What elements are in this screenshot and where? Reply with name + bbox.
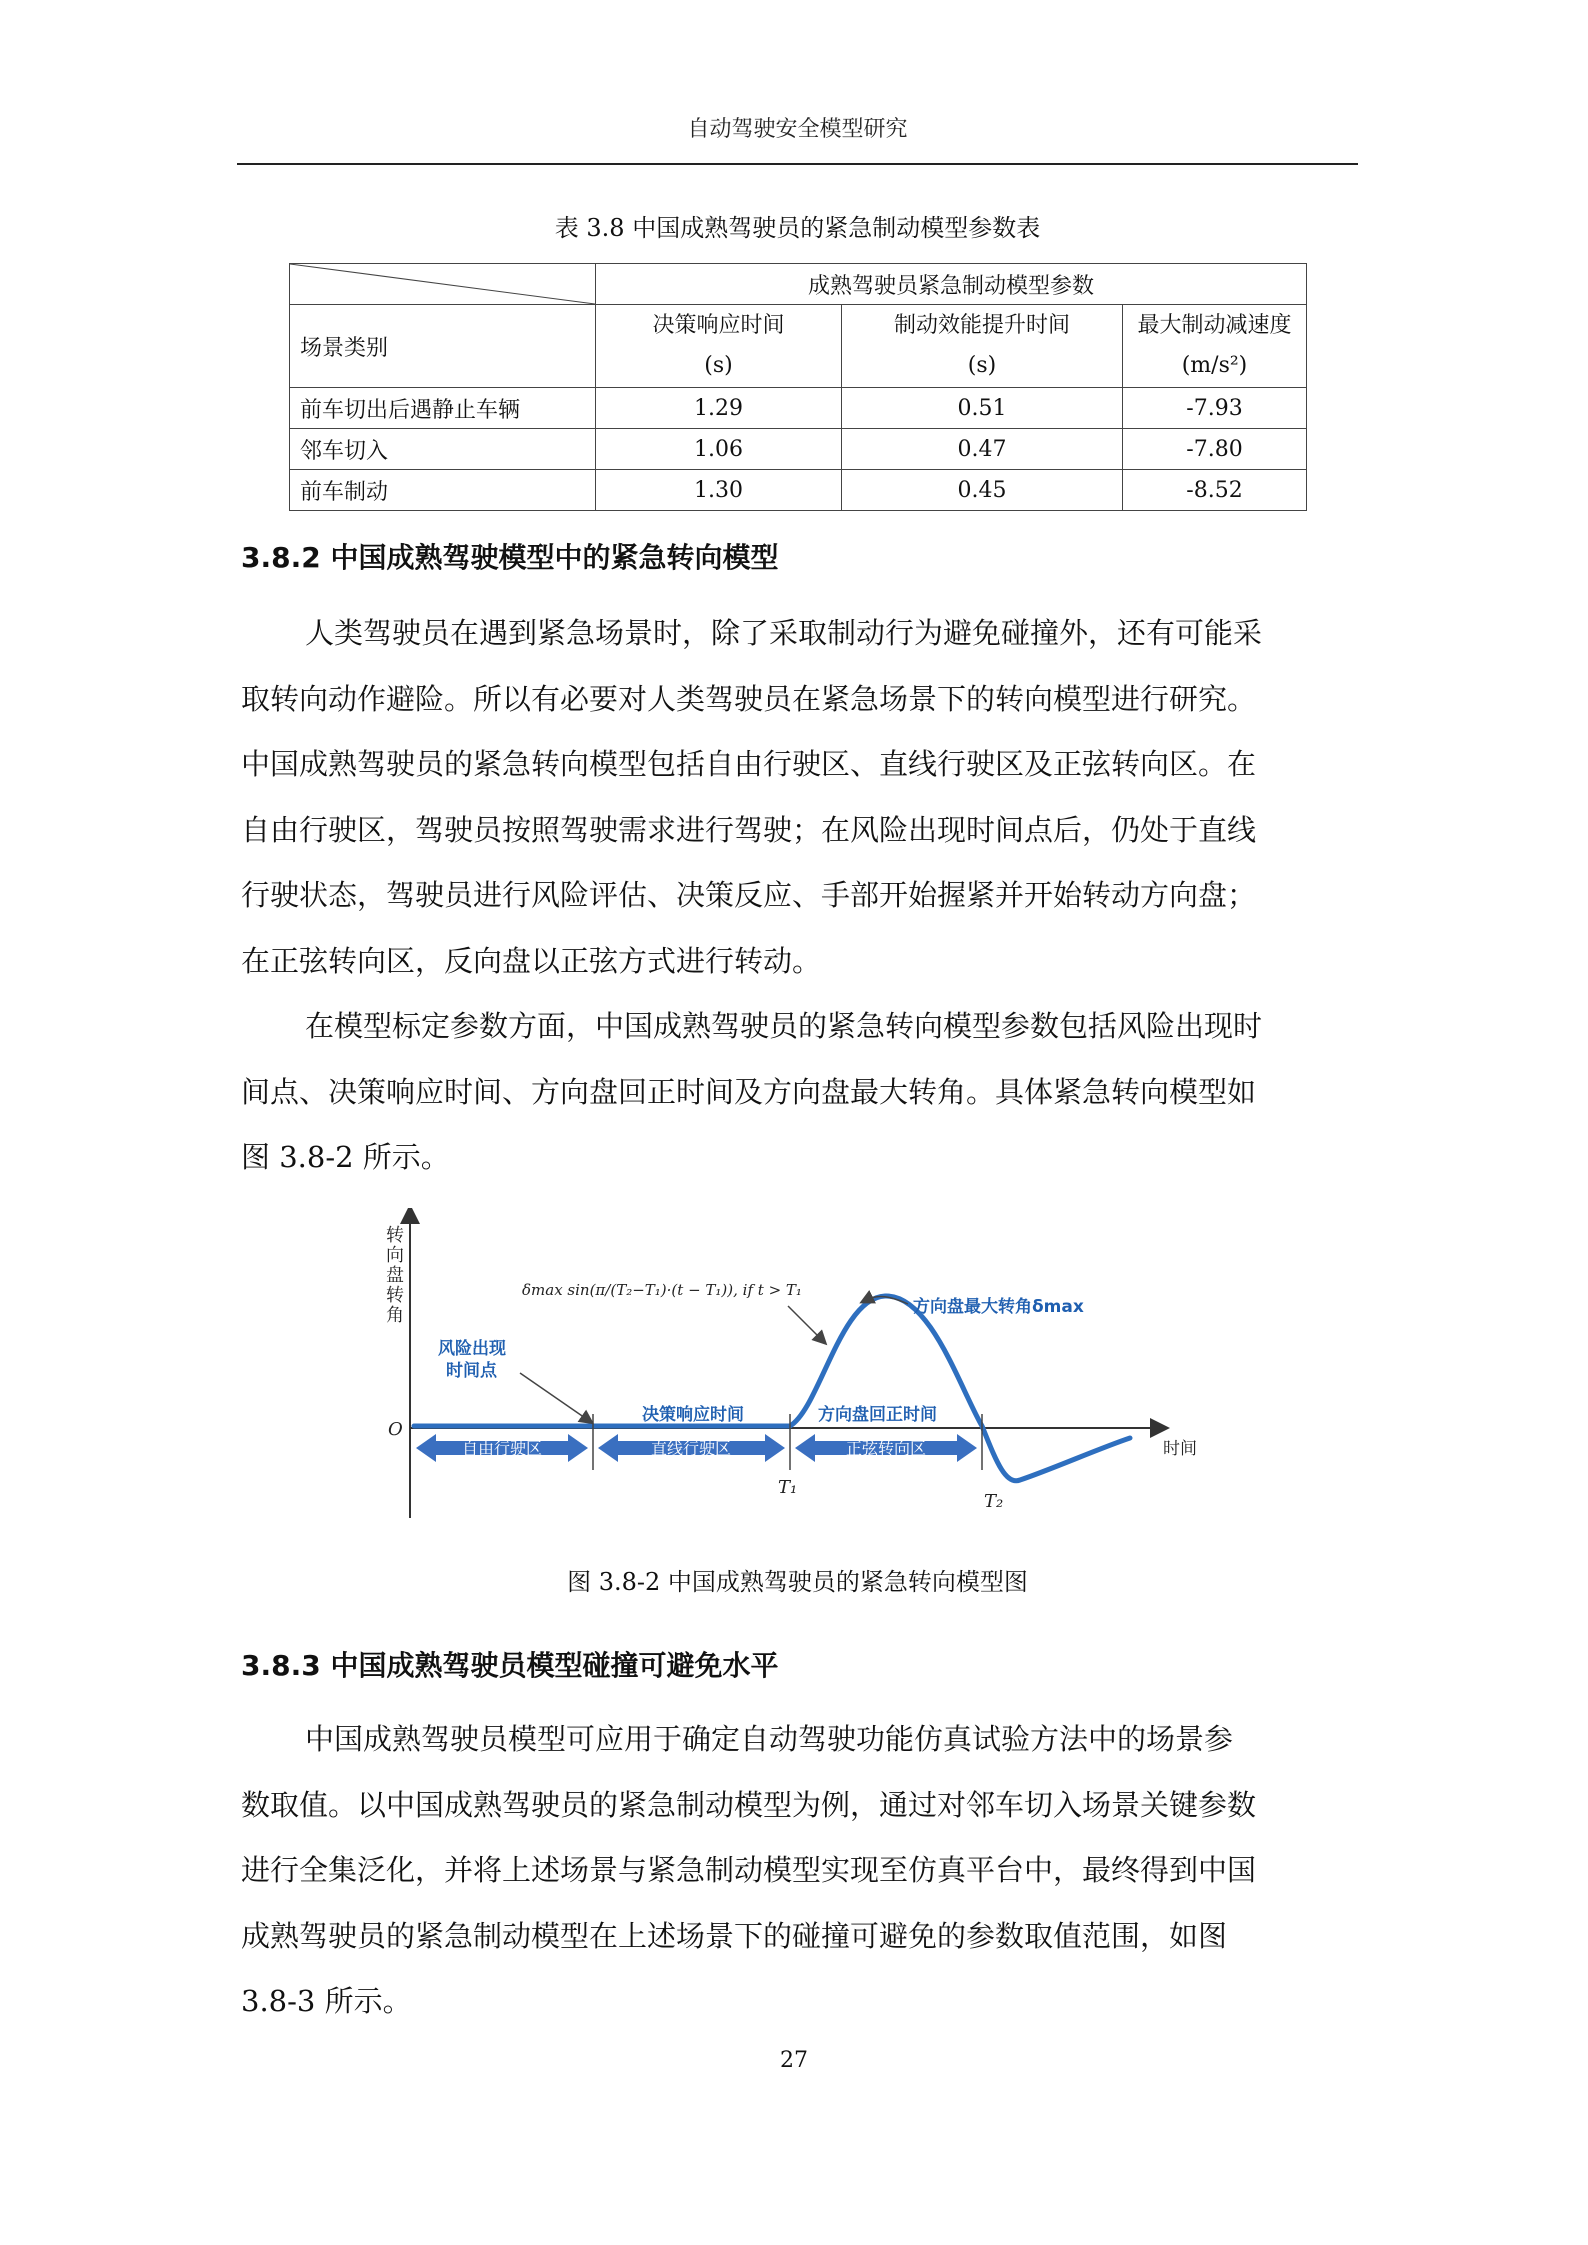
figure-caption: 图 3.8-2 中国成熟驾驶员的紧急转向模型图 — [567, 1568, 1028, 1596]
text-line: 在正弦转向区，反向盘以正弦方式进行转动。 — [241, 943, 822, 978]
paragraph-383 — [241, 1707, 1358, 2035]
table-row — [290, 429, 1307, 470]
zone-arrow — [416, 1434, 588, 1462]
table-group-header: 成熟驾驶员紧急制动模型参数 — [596, 264, 1307, 305]
table-diagonal-cell — [290, 264, 596, 305]
col-unit: (m/s²) — [1181, 353, 1248, 378]
text-line: 中国成熟驾驶员的紧急转向模型包括自由行驶区、直线行驶区及正弦转向区。在 — [241, 747, 1257, 781]
return-time-label: 方向盘回正时间 — [818, 1405, 937, 1425]
col-name: 最大制动减速度 — [1137, 313, 1292, 338]
text-line: 3.8-3 所示。 — [241, 1984, 412, 2018]
svg-text:转: 转 — [386, 1225, 404, 1246]
max-angle-label: 方向盘最大转角δmax — [913, 1297, 1084, 1317]
text-line: 间点、决策响应时间、方向盘回正时间及方向盘最大转角。具体紧急转向模型如 — [241, 1074, 1257, 1109]
table-cell: 前车制动 — [290, 470, 596, 511]
table-col-header — [1123, 305, 1307, 388]
table-cell: 1.29 — [596, 388, 842, 429]
svg-text:向: 向 — [386, 1245, 404, 1266]
svg-text:盘: 盘 — [386, 1265, 404, 1286]
risk-point-pointer — [520, 1373, 588, 1420]
text-line: 进行全集泛化，并将上述场景与紧急制动模型实现至仿真平台中，最终得到中国 — [241, 1853, 1257, 1887]
col-name: 制动效能提升时间 — [893, 313, 1070, 338]
table-row-header: 场景类别 — [290, 305, 596, 388]
running-header: 自动驾驶安全模型研究 — [687, 117, 908, 142]
zone-label: 正弦转向区 — [845, 1439, 927, 1458]
table-cell: 邻车切入 — [290, 429, 596, 470]
text-line: 数取值。以中国成熟驾驶员的紧急制动模型为例，通过对邻车切入场景关键参数 — [241, 1787, 1257, 1822]
header-rule — [237, 163, 1358, 165]
risk-point-label-line2: 时间点 — [446, 1361, 497, 1381]
text-line: 自由行驶区，驾驶员按照驾驶需求进行驾驶；在风险出现时间点后，仍处于直线 — [241, 812, 1257, 847]
y-axis-label — [386, 1225, 404, 1326]
table-row — [290, 388, 1307, 429]
risk-point-label-line1: 风险出现 — [438, 1339, 506, 1359]
text-line: 取转向动作避险。所以有必要对人类驾驶员在紧急场景下的转向模型进行研究。 — [241, 681, 1257, 716]
text-line: 图 3.8-2 所示。 — [241, 1140, 450, 1174]
formula: δmax sin(π/(T₂−T₁)·(t − T₁)), if t > T₁ — [522, 1281, 802, 1299]
t2-label: T₂ — [984, 1491, 1004, 1512]
text-line: 在模型标定参数方面，中国成熟驾驶员的紧急转向模型参数包括风险出现时 — [305, 1009, 1263, 1043]
t1-label: T₁ — [778, 1477, 798, 1498]
section-heading-383: 3.8.3 中国成熟驾驶员模型碰撞可避免水平 — [241, 1649, 779, 1682]
formula-pointer — [788, 1306, 822, 1340]
svg-text:角: 角 — [386, 1305, 404, 1326]
zone-label: 直线行驶区 — [650, 1439, 732, 1458]
table-cell: 1.30 — [596, 470, 842, 511]
x-axis-label: 时间 — [1163, 1439, 1197, 1459]
table-cell: -7.80 — [1123, 429, 1307, 470]
table-cell: 0.45 — [842, 470, 1123, 511]
table-cell: -7.93 — [1123, 388, 1307, 429]
origin-label: O — [388, 1419, 403, 1440]
page-number: 27 — [780, 2048, 808, 2073]
paragraph-382-2 — [241, 994, 1358, 1191]
col-unit: (s) — [967, 353, 997, 378]
zone-label: 自由行驶区 — [461, 1439, 543, 1458]
table-cell: 前车切出后遇静止车辆 — [290, 388, 596, 429]
table-col-header — [842, 305, 1123, 388]
table-cell: 1.06 — [596, 429, 842, 470]
table-col-header — [596, 305, 842, 388]
col-name: 决策响应时间 — [652, 313, 785, 338]
decision-time-label: 决策响应时间 — [642, 1405, 744, 1425]
zone-arrow — [795, 1434, 977, 1462]
col-unit: (s) — [704, 353, 733, 378]
text-line: 成熟驾驶员的紧急制动模型在上述场景下的碰撞可避免的参数取值范围，如图 — [241, 1918, 1228, 1953]
text-line: 中国成熟驾驶员模型可应用于确定自动驾驶功能仿真试验方法中的场景参 — [305, 1722, 1234, 1756]
params-table — [289, 263, 1307, 511]
section-heading-382: 3.8.2 中国成熟驾驶模型中的紧急转向模型 — [241, 541, 779, 574]
svg-text:转: 转 — [386, 1285, 404, 1306]
text-line: 行驶状态，驾驶员进行风险评估、决策反应、手部开始握紧并开始转动方向盘； — [241, 878, 1257, 912]
zone-arrow — [598, 1434, 785, 1462]
paragraph-382-1 — [241, 601, 1358, 994]
table-caption: 表 3.8 中国成熟驾驶员的紧急制动模型参数表 — [554, 214, 1041, 242]
steering-model-figure — [370, 1208, 1230, 1528]
text-line: 人类驾驶员在遇到紧急场景时，除了采取制动行为避免碰撞外，还有可能采 — [305, 616, 1263, 650]
table-cell: 0.51 — [842, 388, 1123, 429]
table-row — [290, 470, 1307, 511]
table-cell: 0.47 — [842, 429, 1123, 470]
table-cell: -8.52 — [1123, 470, 1307, 511]
